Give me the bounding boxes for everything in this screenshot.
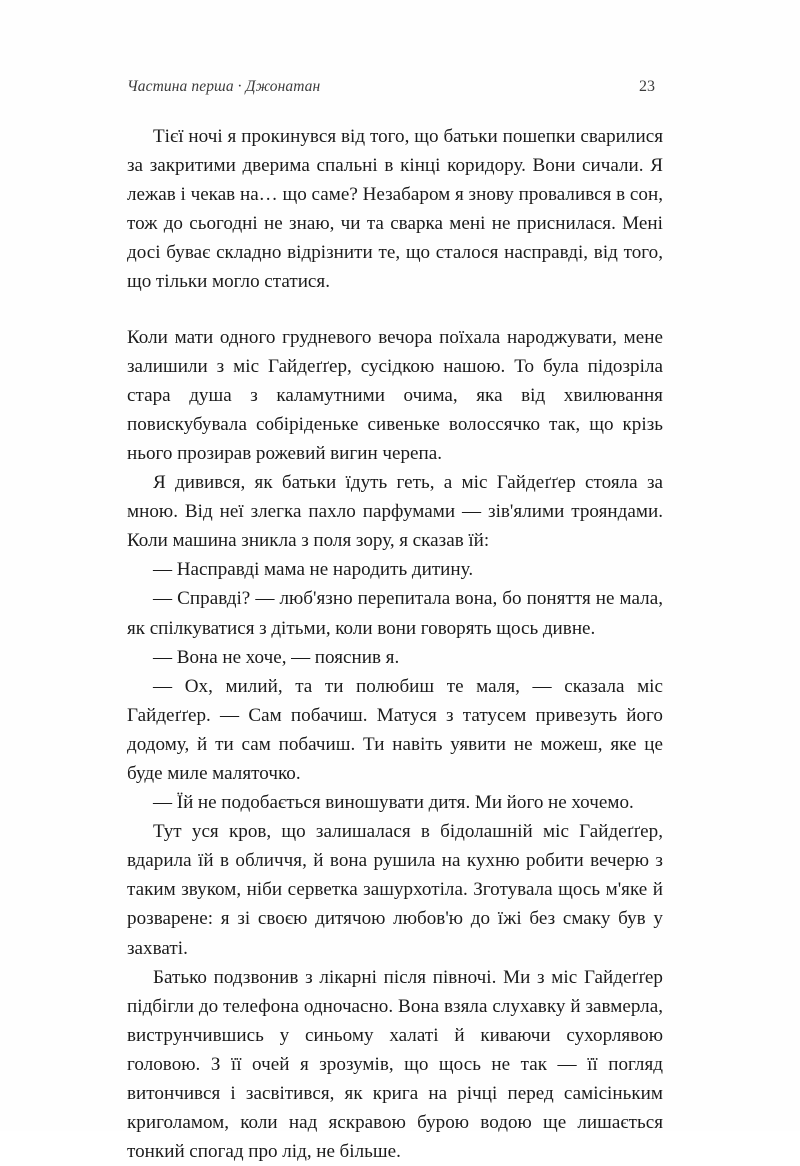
paragraph-5: Батько подзвонив з лікарні після півночі. Ми з міс Гайдеґґер підбігли до телефона одночасно. Вона взяла слухавку й завмерла, вистрyнчившись у синьому халаті й киваючи сухорлявою головою. З її очей я зрозумів, що щось не так — її погляд витончився і засвітився, як крига на річці перед самісіньким криголамом, коли над яскравою бурою водою ще лишається тонкий спогад про лід, не більше. <box>127 966 663 1163</box>
paragraph-2: Коли мати одного грудневого вечора поїхала народжувати, мене залишили з міс Гайдеґґер, сусідкою нашою. То була підозріла стара душа з каламутними очима, яка від хвилювання повискубувала собіріденьке сивеньке волоссячко так, що крізь нього прозирав рожевий вигин черепа. <box>127 326 663 464</box>
dialogue-line-1: — Насправді мама не народить дитину. <box>153 559 474 581</box>
body-text-block <box>127 122 663 1166</box>
running-head <box>127 78 655 100</box>
paragraph-3: Я дивився, як батьки їдуть геть, а міс Гайдеґґер стояла за мною. Від неї злегка пахло парфумами — зів'ялими трояндами. Коли машина зникла з поля зору, я сказав їй: <box>127 472 663 552</box>
dialogue-line-3: — Вона не хоче, — пояснив я. <box>153 646 400 668</box>
dialogue-line-2: — Справді? — люб'язно перепитала вона, бо поняття не мала, як спілкуватися з дітьми, коли вони говорять щось дивне. <box>127 588 663 639</box>
paragraph-4: Тут уся кров, що залишалася в бідолашній міс Гайдеґґер, вдарила їй в обличчя, й вона рушила на кухню робити вечерю з таким звуком, ніби серветка зашурхотіла. Зготувала щось м'яке й розварене: я зі своєю дитячою любов'ю до їжі без смаку був у захваті. <box>127 821 663 959</box>
dialogue-line-4: — Ох, милий, та ти полюбиш те маля, — сказала міс Гайдеґґер. — Сам побачиш. Матуся з татусем привезуть його додому, й ти сам побачиш. Ти навіть уявити не можеш, яке це буде миле маляточко. <box>127 675 663 784</box>
paragraph-1: Тієї ночі я прокинувся від того, що батьки пошепки сварилися за закритими дверима спальні в кінці коридору. Вони сичали. Я лежав і чекав на… що саме? Незабаром я знову провалився в сон, тож до сьогодні не знаю, чи та сварка мені не приснилася. Мені досі буває складно відрізнити те, що сталося насправді, від того, що тільки могло статися. <box>127 126 663 293</box>
page-number: 23 <box>639 78 655 95</box>
dialogue-line-5: — Їй не подобається виношувати дитя. Ми його не хочемо. <box>153 792 634 814</box>
running-head-title: Частина перша · Джонатан <box>127 78 321 95</box>
